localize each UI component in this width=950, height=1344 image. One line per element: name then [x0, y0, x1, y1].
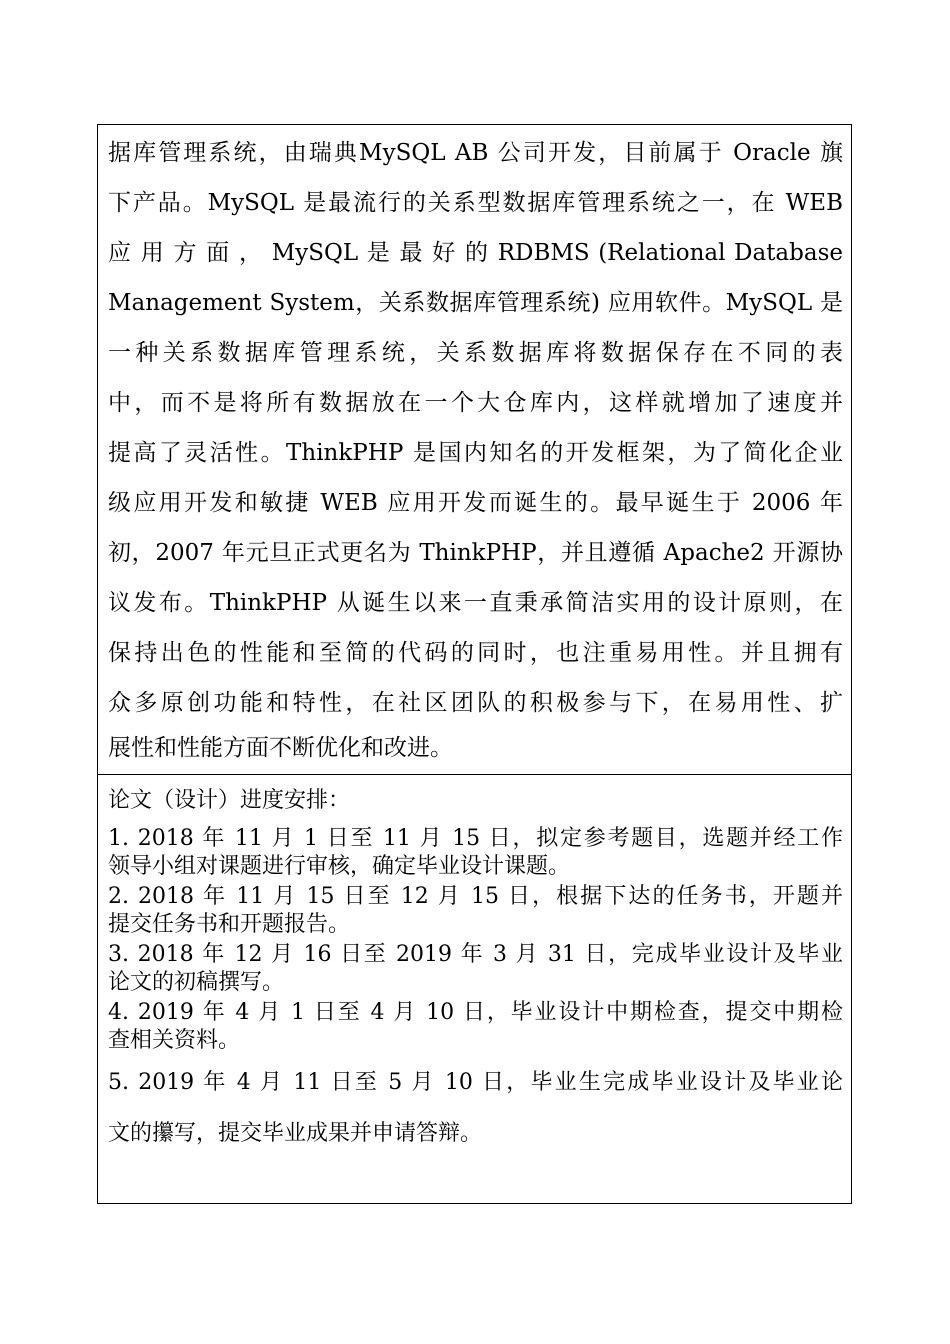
schedule-item-cont: 提交任务书和开题报告。: [108, 912, 351, 937]
intro-line: 据库管理系统，由瑞典MySQL AB 公司开发，目前属于 Oracle 旗: [108, 140, 843, 166]
schedule-item: 2. 2018 年 11 月 15 日至 12 月 15 日，根据下达的任务书，开题并: [108, 884, 843, 909]
schedule-item: 4. 2019 年 4 月 1 日至 4 月 10 日，毕业设计中期检查，提交中期检: [108, 1000, 843, 1025]
schedule-item: 3. 2018 年 12 月 16 日至 2019 年 3 月 31 日，完成毕业设计及毕业: [108, 942, 843, 967]
intro-cell: [98, 125, 851, 775]
intro-line: 应 用 方 面 ， MySQL 是 最 好 的 RDBMS (Relational Database: [108, 240, 843, 266]
schedule-item-cont: 文的攥写，提交毕业成果并申请答辩。: [108, 1121, 483, 1146]
intro-line: 级应用开发和敏捷 WEB 应用开发而诞生的。最早诞生于 2006 年: [108, 490, 843, 516]
schedule-item: 1. 2018 年 11 月 1 日至 11 月 15 日，拟定参考题目，选题并经工作: [108, 826, 843, 851]
schedule-item-cont: 领导小组对课题进行审核，确定毕业设计课题。: [108, 854, 571, 879]
form-table: [97, 124, 852, 1204]
intro-line: 展性和性能方面不断优化和改进。: [108, 735, 453, 761]
schedule-heading: 论文（设计）进度安排：: [108, 788, 351, 813]
schedule-item-cont: 查相关资料。: [108, 1028, 241, 1053]
intro-line: 中，而不是将所有数据放在一个大仓库内，这样就增加了速度并: [108, 390, 843, 416]
schedule-item-cont: 论文的初稿撰写。: [108, 970, 285, 995]
schedule-item: 5. 2019 年 4 月 11 日至 5 月 10 日，毕业生完成毕业设计及毕业论: [108, 1070, 843, 1095]
intro-line: 一种关系数据库管理系统，关系数据库将数据保存在不同的表: [108, 340, 843, 366]
intro-line: 议发布。ThinkPHP 从诞生以来一直秉承简洁实用的设计原则，在: [108, 590, 843, 616]
intro-line: 保持出色的性能和至简的代码的同时，也注重易用性。并且拥有: [108, 640, 843, 666]
intro-line: 提高了灵活性。ThinkPHP 是国内知名的开发框架，为了简化企业: [108, 440, 843, 466]
intro-line: 众多原创功能和特性，在社区团队的积极参与下，在易用性、扩: [108, 690, 843, 716]
intro-line: 初，2007 年元旦正式更名为 ThinkPHP，并且遵循 Apache2 开源协: [108, 540, 843, 566]
intro-line: Management System，关系数据库管理系统) 应用软件。MySQL 是: [108, 290, 843, 316]
schedule-cell: [98, 775, 851, 1205]
intro-line: 下产品。MySQL 是最流行的关系型数据库管理系统之一，在 WEB: [108, 190, 843, 216]
